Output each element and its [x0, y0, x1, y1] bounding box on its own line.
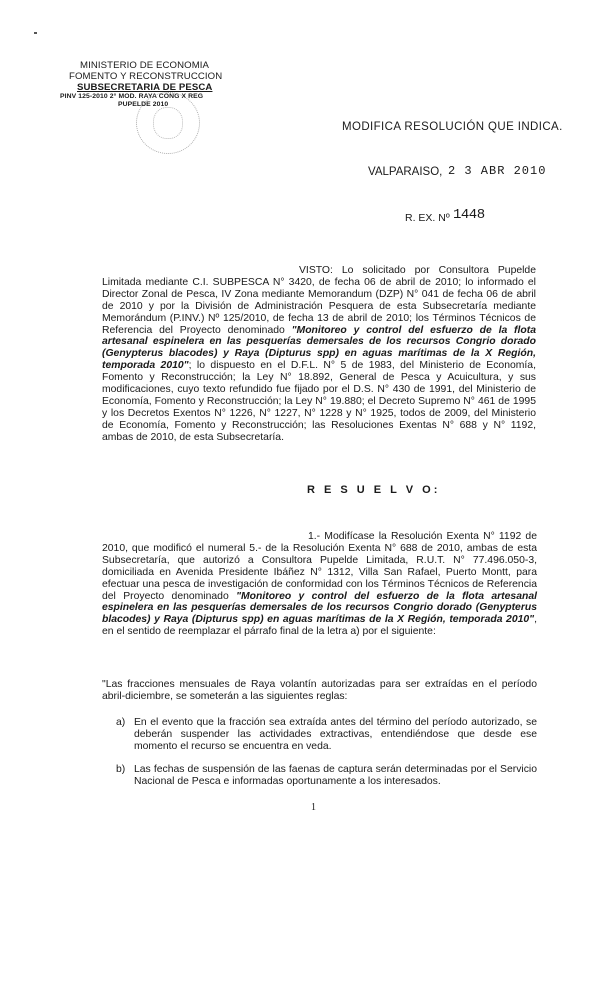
- article-1-text-2: , en el sentido de reemplazar el párrafo final de la letra a) por el siguiente:: [102, 614, 537, 638]
- subsecretaria-name: SUBSECRETARIA DE PESCA: [77, 82, 213, 93]
- article-1-text-1: 1.- Modifícase la Resolución Exenta N° 1192 de 2010, que modificó el numeral 5.- de la Resolución Exenta N° 688 de 2010, ambas de esta Subsecretaría, que autorizó a Consultora Pupelde Limitada, R.U.T. N° 77.496.050-3, domiciliada en Avenida Presidente Ibáñez N° 1312, Villa San Rafael, Puerto Montt, para efectuar una pesca de investigación de conformidad con los Términos Técnicos de Referencia del Proyecto denominado: [102, 531, 537, 602]
- resolution-label: R. EX. Nº: [405, 212, 450, 224]
- page-number: 1: [311, 802, 316, 813]
- ministry-name: MINISTERIO DE ECONOMIA: [80, 60, 210, 71]
- project-name: "Monitoreo y control del esfuerzo de la flota artesanal espinelera en las pesquerías demersales de los recursos Congrio dorado (Genypterus blacodes) y Raya (Dipturus spp) en aguas marítimas de la X Región, temporada 2010": [102, 324, 536, 372]
- list-item-b: Las fechas de suspensión de las faenas de captura serán determinadas por el Servicio Nacional de Pesca e informadas oportunamente a los interesados.: [134, 764, 537, 787]
- scan-speck: [34, 32, 37, 34]
- visto-text-2: ; lo dispuesto en el D.F.L. N° 5 de 1983, del Ministerio de Economía, Fomento y Reconstrucción; la Ley N° 18.892, General de Pesca y Acuicultura, y sus modificaciones, cuyo texto refundido fue fijado por el D.S. N° 430 de 1991, del Ministerio de Economía, Fomento y Reconstrucción; la Ley N° 19.880; el Decreto Supremo N° 461 de 1995 y los Decretos Exentos N° 1226, N° 1227, N° 1228 y N° 1925, todos de 2009, del Ministerio de Economía, Fomento y Reconstrucción; las Resoluciones Exentas N° 688 y N° 1192, ambas de 2010, de esta Subsecretaría.: [102, 360, 536, 443]
- place-label: VALPARAISO,: [368, 166, 443, 178]
- visto-paragraph: [102, 265, 536, 444]
- document-title: MODIFICA RESOLUCIÓN QUE INDICA.: [342, 121, 563, 133]
- file-reference-2: PUPELDE 2010: [118, 101, 169, 108]
- official-seal-stamp: [136, 92, 200, 154]
- file-reference: PINV 125-2010 2° MOD. RAYA CONG X REG: [60, 93, 204, 100]
- resolution-article-1: [102, 531, 537, 638]
- resolution-number: 1448: [453, 207, 485, 223]
- list-item-a: En el evento que la fracción sea extraída antes del término del período autorizado, se deberán suspender las actividades extractivas, entendiéndose que desde ese momento el recurso se encuentra en veda.: [134, 717, 537, 752]
- date-stamp: 2 3 ABR 2010: [448, 164, 547, 178]
- list-marker-b: b): [116, 764, 126, 775]
- list-marker-a: a): [116, 717, 126, 728]
- visto-text-1: VISTO: Lo solicitado por Consultora Pupelde Limitada mediante C.I. SUBPESCA N° 3420, de fecha 06 de abril de 2010; lo informado el Director Zonal de Pesca, IV Zona mediante Memorandum (DZP) N° 041 de fecha 06 de abril de 2010 y por la División de Administración Pesquera de esta Subsecretaría mediante Memorándum (P.INV.) Nº 125/2010, de fecha 13 de abril de 2010; los Términos Técnicos de Referencia del Proyecto denominado: [102, 265, 536, 336]
- article-1-project-name: "Monitoreo y control del esfuerzo de la flota artesanal espinelera en las pesquerías demersales de los recursos Congrio dorado (Genypterus blacodes) y Raya (Dipturus spp) en aguas marítimas de la X Región, temporada 2010": [102, 590, 537, 626]
- quoted-intro: "Las fracciones mensuales de Raya volantín autorizadas para ser extraídas en el período abril-diciembre, se someterán a las siguientes reglas:: [102, 679, 537, 702]
- resuelvo-heading: R E S U E L V O:: [307, 484, 441, 496]
- ministry-subtitle: FOMENTO Y RECONSTRUCCION: [69, 71, 223, 82]
